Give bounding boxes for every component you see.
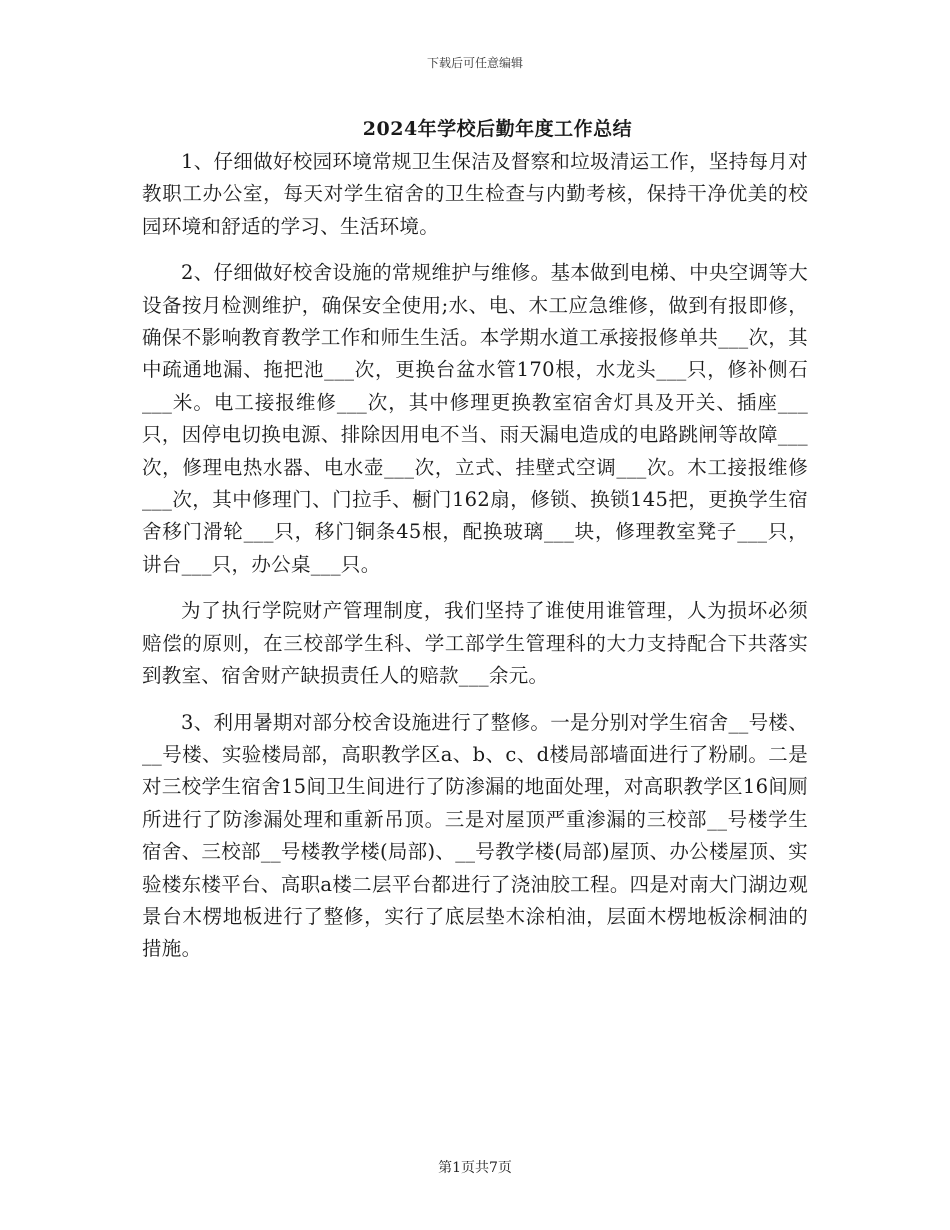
paragraph-1: 1、仔细做好校园环境常规卫生保洁及督察和垃圾清运工作，坚持每月对教职工办公室，每天对学生宿舍的卫生检查与内勤考核，保持干净优美的校园环境和舒适的学习、生活环境。 — [142, 150, 808, 238]
page-number: 第1页共7页 — [438, 1160, 512, 1176]
header-note: 下载后可任意编辑 — [426, 56, 523, 70]
document-body — [142, 146, 808, 966]
document-title: 2024年学校后勤年度工作总结 — [362, 118, 633, 140]
paragraph-3: 为了执行学院财产管理制度，我们坚持了谁使用谁管理，人为损坏必须赔偿的原则，在三校部学生科、学工部学生管理科的大力支持配合下共落实到教室、宿舍财产缺损责任人的赔款___余元。 — [142, 599, 808, 688]
paragraph-2: 2、仔细做好校舍设施的常规维护与维修。基本做到电梯、中央空调等大设备按月检测维护，确保安全使用;水、电、木工应急维修，做到有报即修，确保不影响教育教学工作和师生生活。本学期水道工承接报修单共___次，其中疏通地漏、拖把池___次，更换台盆水管170根，水龙头___只，修补侧石___米。电工接报维修___次，其中修理更换教室宿舍灯具及开关、插座___只，因停电切换电源、排除因用电不当、雨天漏电造成的电路跳闸等故障___次，修理电热水器、电水壶___次，立式、挂壁式空调___次。木工接报维修___次，其中修理门、门拉手、橱门162扇，修锁、换锁145把，更换学生宿舍移门滑轮___只，移门铜条45根，配换玻璃___块，修理教室凳子___只，讲台___只，办公桌___只。 — [142, 261, 808, 576]
paragraph-4: 3、利用暑期对部分校舍设施进行了整修。一是分别对学生宿舍__号楼、__号楼、实验楼局部，高职教学区a、b、c、d楼局部墙面进行了粉刷。二是对三校学生宿舍15间卫生间进行了防渗漏的地面处理，对高职教学区16间厕所进行了防渗漏处理和重新吊顶。三是对屋顶严重渗漏的三校部__号楼学生宿舍、三校部__号楼教学楼(局部)、__号教学楼(局部)屋顶、办公楼屋顶、实验楼东楼平台、高职a楼二层平台都进行了浇油胶工程。四是对南大门湖边观景台木楞地板进行了整修，实行了底层垫木涂柏油，层面木楞地板涂桐油的措施。 — [142, 710, 808, 961]
